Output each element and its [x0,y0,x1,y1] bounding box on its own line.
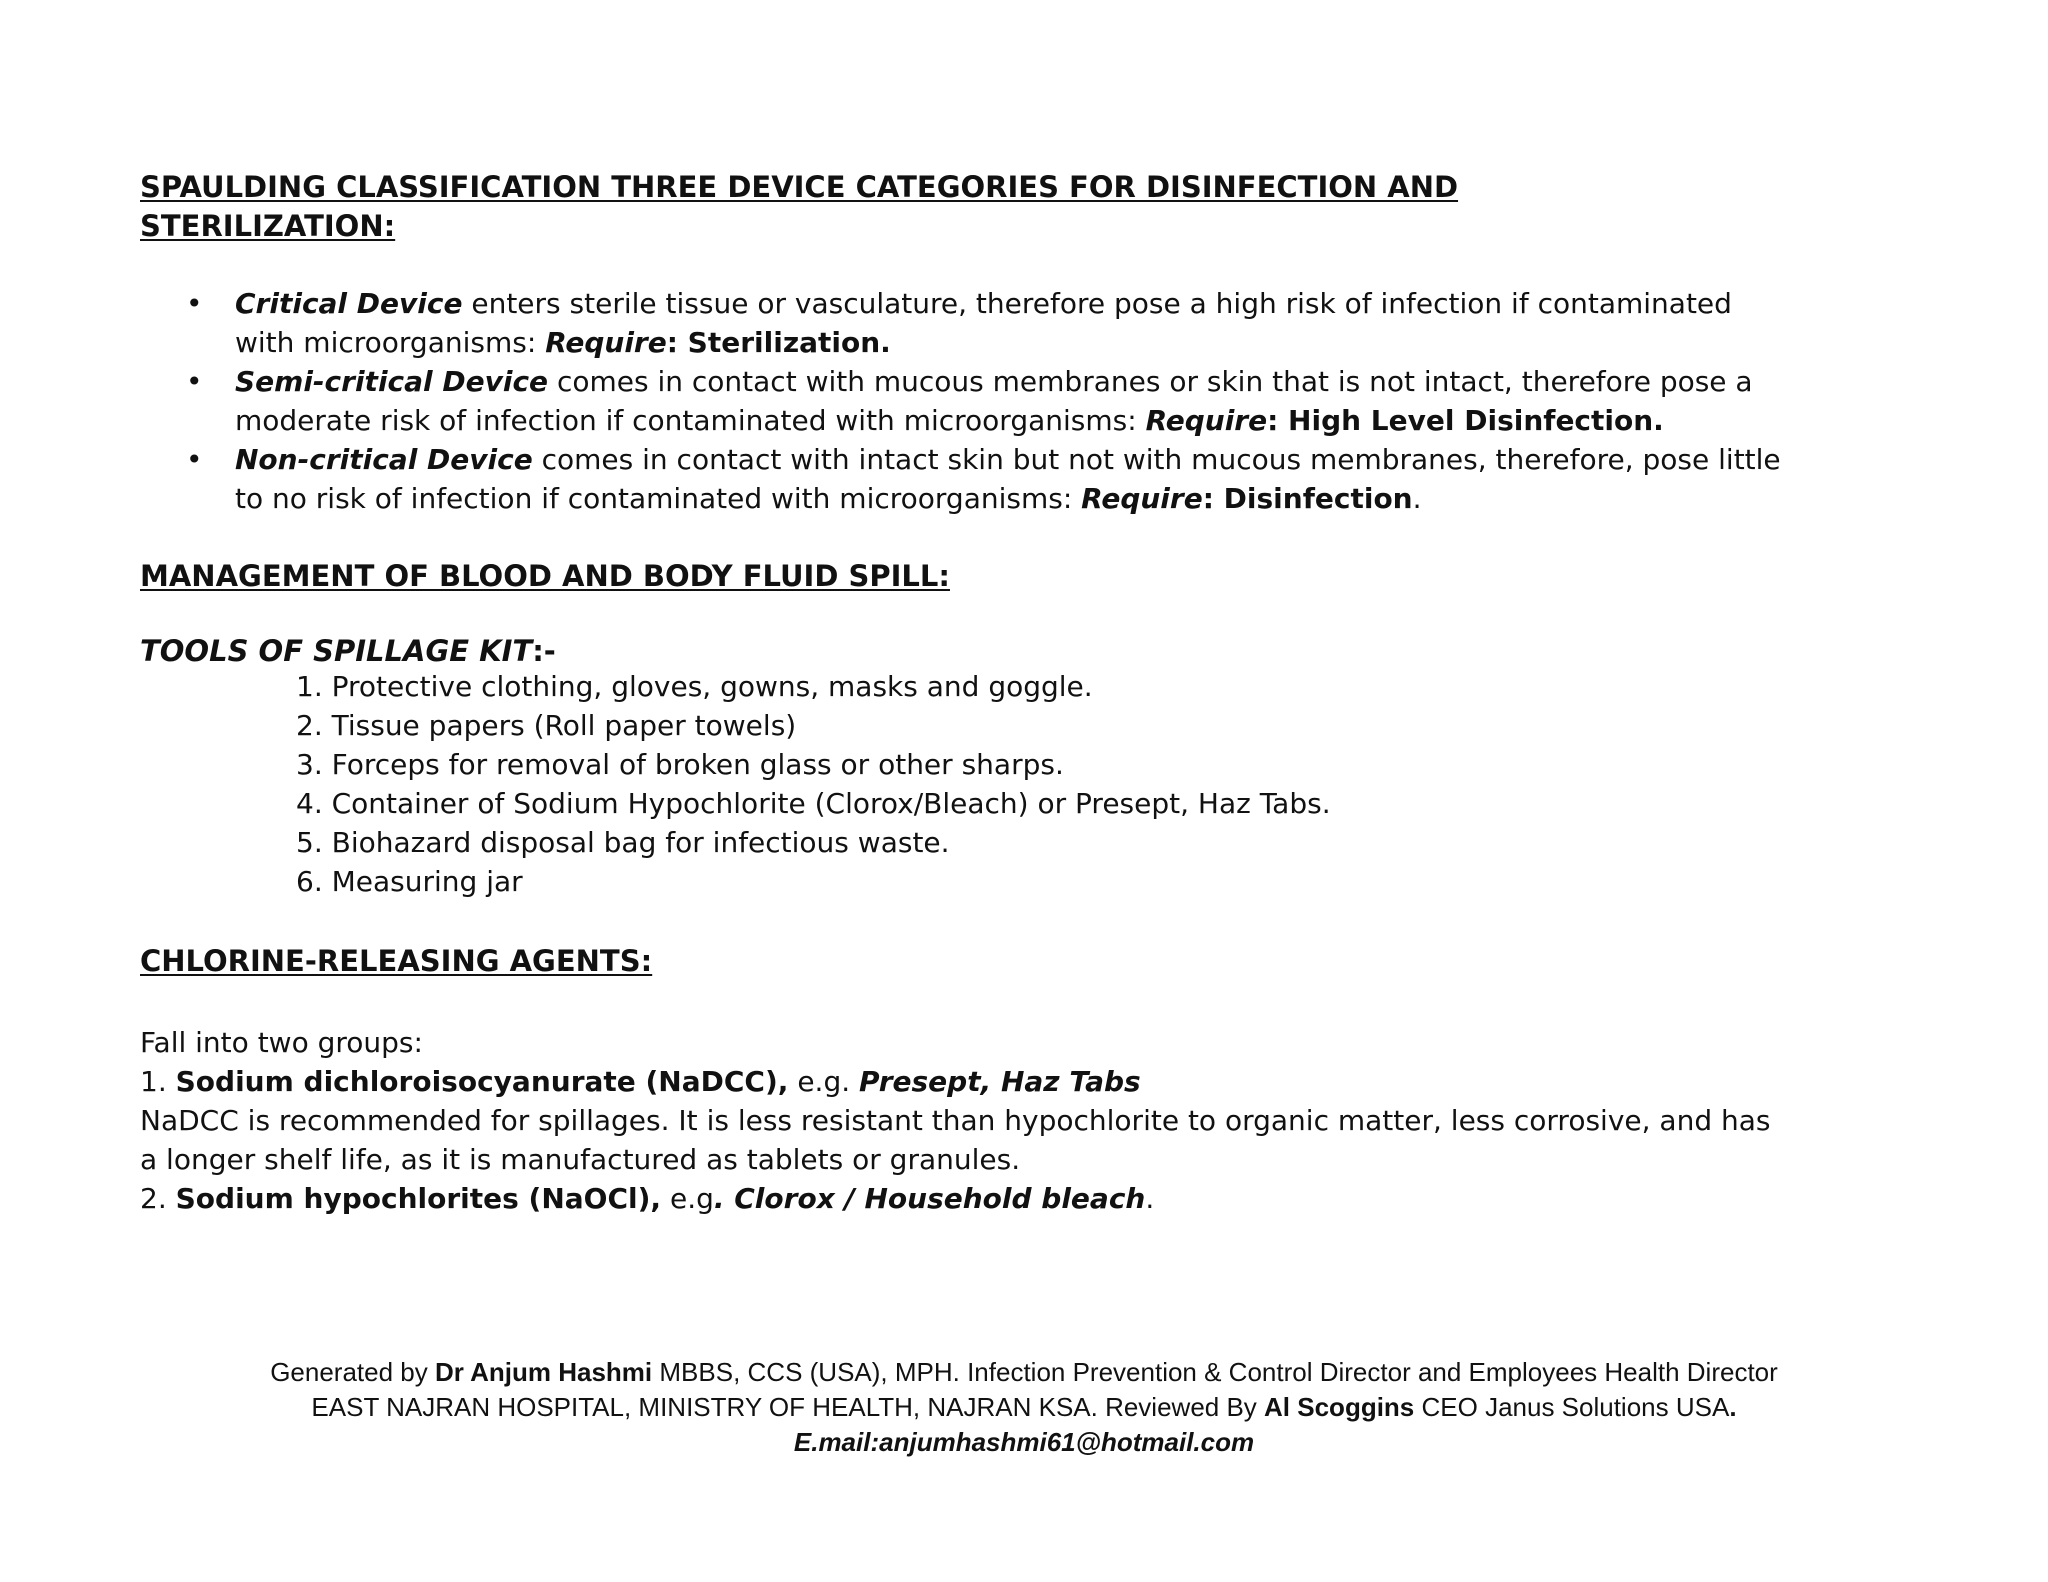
require-colon: : [666,326,688,359]
require-label: Require [545,326,667,359]
spillage-kit-list [296,667,1331,901]
device-description: comes in contact with intact skin but not with mucous membranes, therefore, pose little [532,443,1781,476]
list-item: 4. Container of Sodium Hypochlorite (Clorox/Bleach) or Presept, Haz Tabs. [296,787,1331,820]
require-label: Require [1145,404,1268,437]
spill-title: MANAGEMENT OF BLOOD AND BODY FLUID SPILL: [140,559,950,593]
spillage-kit-title-suffix: :- [532,634,556,668]
agent-examples: Presept, Haz Tabs [859,1065,1141,1098]
bullet-icon: • [186,365,203,398]
reviewer-name: Al Scoggins [1264,1392,1415,1422]
device-term: Semi-critical Device [235,365,549,398]
device-description-cont: with microorganisms: [235,326,546,359]
chlorine-group-2: 2. Sodium hypochlorites (NaOCl), e.g. Clorox / Household bleach. [140,1182,1155,1215]
requirement-value: Disinfection [1223,482,1413,515]
device-term: Non-critical Device [235,443,533,476]
footer-email: E.mail:anjumhashmi61@hotmail.com [793,1427,1255,1457]
chlorine-description-line2: a longer shelf life, as it is manufactured as tablets or granules. [140,1143,1021,1176]
spaulding-title [140,168,1458,246]
device-description: enters sterile tissue or vasculature, therefore pose a high risk of infection if contaminated [462,287,1732,320]
chlorine-description-line1: NaDCC is recommended for spillages. It is less resistant than hypochlorite to organic matter, less corrosive, and has [140,1104,1771,1137]
requirement-value: High Level Disinfection. [1288,404,1664,437]
spaulding-title-line2: STERILIZATION: [140,209,396,243]
document-footer [0,1355,2048,1460]
device-description-cont: to no risk of infection if contaminated with microorganisms: [235,482,1082,515]
agent-examples: . Clorox / Household bleach [713,1182,1146,1215]
chlorine-group-1: 1. Sodium dichloroisocyanurate (NaDCC), e.g. Presept, Haz Tabs [140,1065,1141,1098]
list-item: 5. Biohazard disposal bag for infectious waste. [296,826,950,859]
list-item-critical [140,284,1740,362]
list-item: 1. Protective clothing, gloves, gowns, masks and goggle. [296,670,1093,703]
list-item: 2. Tissue papers (Roll paper towels) [296,709,797,742]
list-item: 3. Forceps for removal of broken glass or other sharps. [296,748,1064,781]
spillage-kit-title [140,632,556,671]
agent-name: Sodium hypochlorites (NaOCl), [175,1182,662,1215]
require-colon: : [1267,404,1289,437]
spillage-kit-title-text: TOOLS OF SPILLAGE KIT [140,634,533,668]
device-description-cont: moderate risk of infection if contaminated with microorganisms: [235,404,1146,437]
requirement-value: Sterilization. [687,326,891,359]
chlorine-body [140,1023,1840,1218]
requirement-tail: . [1412,482,1422,515]
spaulding-title-line1: SPAULDING CLASSIFICATION THREE DEVICE CATEGORIES FOR DISINFECTION AND [140,170,1459,204]
bullet-icon: • [186,443,203,476]
chlorine-intro: Fall into two groups: [140,1026,423,1059]
list-item-semi-critical [140,362,1753,440]
footer-line1: Generated by Dr Anjum Hashmi MBBS, CCS (USA), MPH. Infection Prevention & Control Director and Employees Health Director [270,1357,1778,1387]
author-name: Dr Anjum Hashmi [434,1357,653,1387]
list-item-non-critical [140,440,1781,518]
list-item: 6. Measuring jar [296,865,523,898]
require-colon: : [1202,482,1224,515]
device-description: comes in contact with mucous membranes or skin that is not intact, therefore pose a [548,365,1753,398]
bullet-icon: • [186,287,203,320]
device-term: Critical Device [235,287,463,320]
footer-line2: EAST NAJRAN HOSPITAL, MINISTRY OF HEALTH, NAJRAN KSA. Reviewed By Al Scoggins CEO Janus Solutions USA. [311,1392,1737,1422]
agent-name: Sodium dichloroisocyanurate (NaDCC), [175,1065,789,1098]
chlorine-title: CHLORINE-RELEASING AGENTS: [140,944,653,978]
require-label: Require [1081,482,1203,515]
device-category-list [140,284,1781,518]
